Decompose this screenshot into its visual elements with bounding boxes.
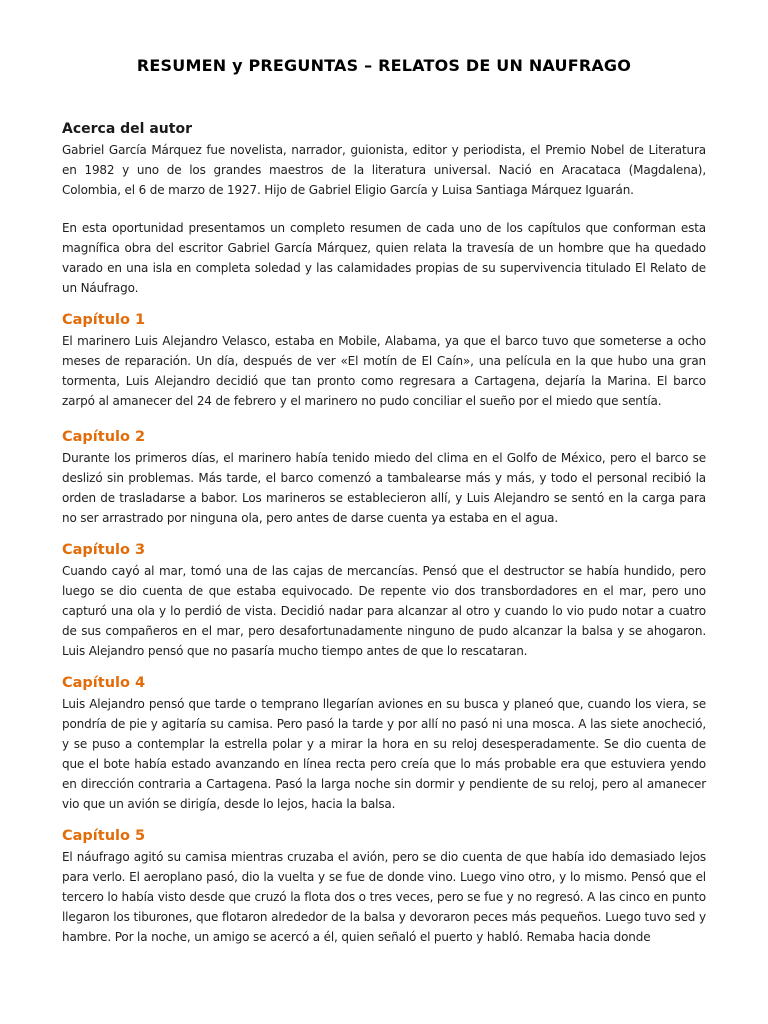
chapter-3-section — [62, 542, 706, 661]
author-paragraph: Gabriel García Márquez fue novelista, narrador, guionista, editor y periodista, el Premio Nobel de Literatura en 1982 y uno de los grandes maestros de la literatura universal. Nació en Aracataca (Magdalena), Colombia, el 6 de marzo de 1927. Hijo de Gabriel Eligio García y Luisa Santiaga Márquez Iguarán. — [62, 143, 706, 197]
author-heading: Acerca del autor — [62, 121, 192, 137]
chapter-4-text: Luis Alejandro pensó que tarde o temprano llegarían aviones en su busca y planeó que, cuando los viera, se pondría de pie y agitaría su camisa. Pero pasó la tarde y por allí no pasó ni una mosca. A las siete anocheció, y se puso a contemplar la estrella polar y a mirar la hora en su reloj desesperadamente. Se dio cuenta de que el bote había estado avanzando en línea recta pero creía que lo más probable era que estuviera yendo en dirección contraria a Cartagena. Pasó la larga noche sin dormir y pendiente de su reloj, pero al amanecer vio que un avión se dirigía, desde lo lejos, hacia la balsa. — [62, 697, 706, 811]
chapter-1-text: El marinero Luis Alejandro Velasco, estaba en Mobile, Alabama, ya que el barco tuvo que someterse a ocho meses de reparación. Un día, después de ver «El motín de El Caín», una película en la que hubo una gran tormenta, Luis Alejandro decidió que tan pronto como regresara a Cartagena, dejaría la Marina. El barco zarpó al amanecer del 24 de febrero y el marinero no pudo conciliar el sueño por el miedo que sentía. — [62, 334, 706, 408]
intro-paragraph: En esta oportunidad presentamos un completo resumen de cada uno de los capítulos que conforman esta magnífica obra del escritor Gabriel García Márquez, quien relata la travesía de un hombre que ha quedado varado en una isla en completa soledad y las calamidades propias de su supervivencia titulado El Relato de un Náufrago. — [62, 221, 706, 295]
chapter-2-heading: Capítulo 2 — [62, 429, 146, 445]
chapter-4-heading: Capítulo 4 — [62, 675, 146, 691]
chapter-5-section — [62, 828, 706, 947]
chapter-2-section — [62, 429, 706, 528]
chapter-2-text: Durante los primeros días, el marinero había tenido miedo del clima en el Golfo de México, pero el barco se deslizó sin problemas. Más tarde, el barco comenzó a tambalearse más y más, y todo el personal recibió la orden de trasladarse a babor. Los marineros se establecieron allí, y Luis Alejandro se sentó en la carga para no ser arrastrado por ninguna ola, pero antes de darse cuenta ya estaba en el agua. — [62, 451, 706, 525]
chapter-3-heading: Capítulo 3 — [62, 542, 146, 558]
author-section — [62, 121, 706, 200]
chapter-5-heading: Capítulo 5 — [62, 828, 146, 844]
chapter-4-section — [62, 675, 706, 814]
chapter-5-text: El náufrago agitó su camisa mientras cruzaba el avión, pero se dio cuenta de que había ido demasiado lejos para verlo. El aeroplano pasó, dio la vuelta y se fue de donde vino. Luego vino otro, y lo mismo. Pensó que el tercero lo había visto desde que cruzó la flota dos o tres veces, pero se fue y no regresó. A las cinco en punto llegaron los tiburones, que flotaron alrededor de la balsa y devoraron peces más pequeños. Luego tuvo sed y hambre. Por la noche, un amigo se acercó a él, quien señaló el puerto y habló. Remaba hacia donde — [62, 850, 706, 944]
document-title: RESUMEN y PREGUNTAS – RELATOS DE UN NAUFRAGO — [136, 56, 632, 75]
chapter-1-section — [62, 312, 706, 411]
chapter-3-text: Cuando cayó al mar, tomó una de las cajas de mercancías. Pensó que el destructor se había hundido, pero luego se dio cuenta de que estaba equivocado. De repente vio dos transbordadores en el mar, pero uno capturó una ola y lo perdió de vista. Decidió nadar para alcanzar al otro y cuando lo vio pudo notar a cuatro de sus compañeros en el mar, pero desafortunadamente ninguno de pudo alcanzar la balsa y se ahogaron. Luis Alejandro pensó que no pasaría mucho tiempo antes de que lo rescataran. — [62, 564, 706, 658]
chapter-1-heading: Capítulo 1 — [62, 312, 146, 328]
